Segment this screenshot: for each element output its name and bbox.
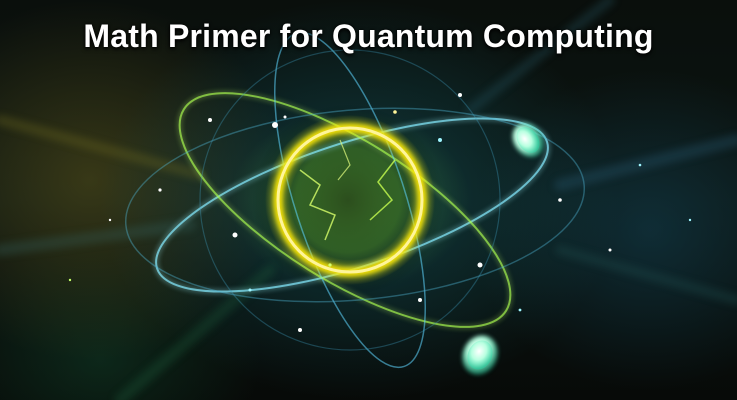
banner-title: Math Primer for Quantum Computing (83, 18, 654, 54)
electron-droplet-bottom (456, 330, 504, 381)
nucleus-ring (265, 115, 435, 285)
